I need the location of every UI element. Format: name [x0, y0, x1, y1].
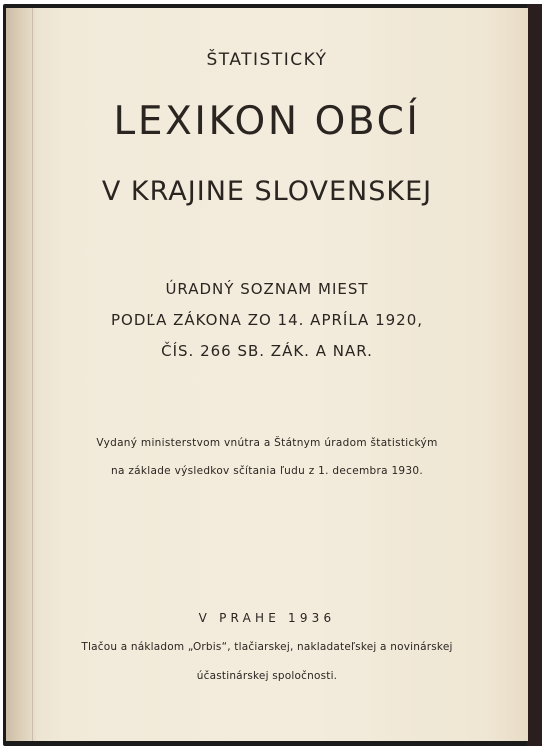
book-cover-edge [527, 4, 542, 746]
subtitle-line: ÚRADNÝ SOZNAM MIEST [165, 280, 369, 298]
title-line-krajine: V KRAJINE SLOVENSKEJ [101, 176, 433, 207]
publisher-note-line: Vydaný ministerstvom vnútra a Štátnym úradom štatistickým [96, 437, 438, 449]
title-line-statisticky: ŠTATISTICKÝ [206, 50, 328, 70]
publisher-note-line: na základe výsledkov sčítania ľudu z 1. decembra 1930. [111, 465, 423, 477]
subtitle-line: PODĽA ZÁKONA ZO 14. APRÍLA 1920, [110, 311, 424, 329]
title-line-lexikon: LEXIKON OBCÍ [113, 99, 421, 144]
printer-line: účastinárskej spoločnosti. [196, 670, 338, 682]
subtitle-line: ČÍS. 266 SB. ZÁK. A NAR. [161, 342, 373, 360]
place-year: V PRAHE 1936 [198, 611, 336, 625]
printer-line: Tlačou a nákladom „Orbis“, tlačiarskej, nakladateľskej a novinárskej [81, 641, 453, 653]
